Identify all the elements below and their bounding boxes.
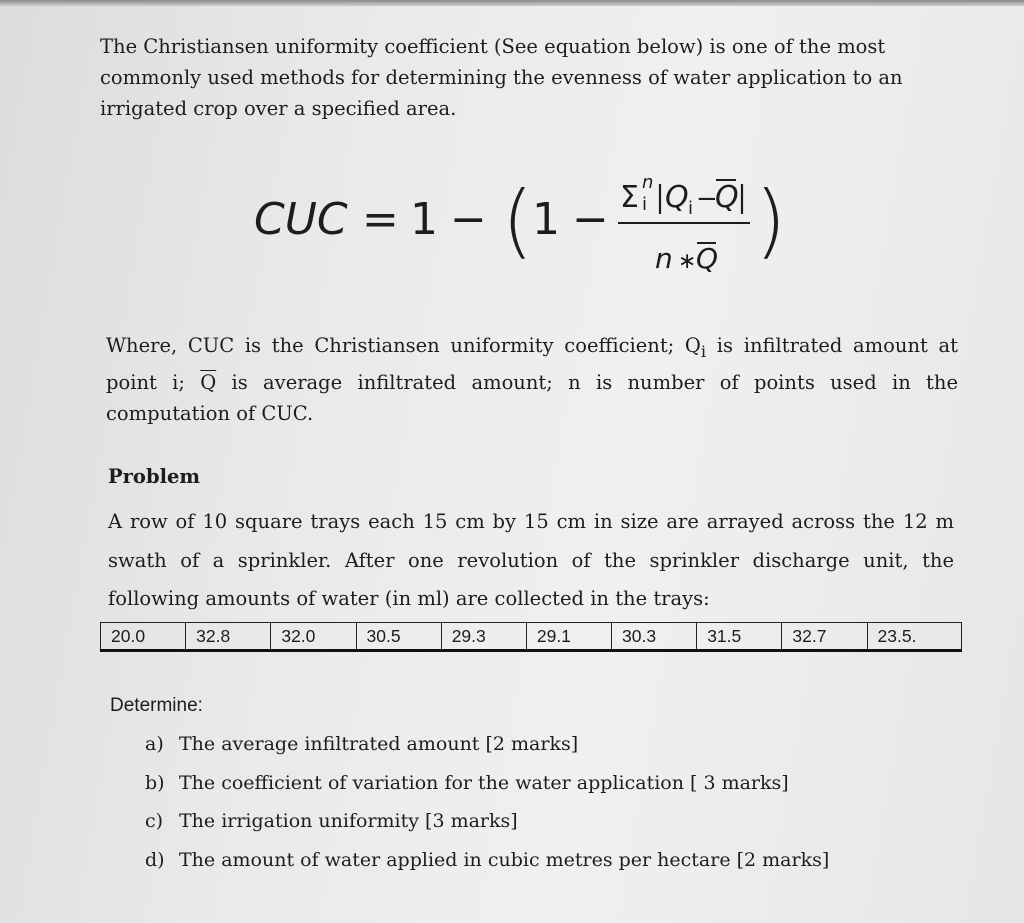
formula-equals: = xyxy=(362,194,399,245)
definitions-part-2: is infiltrated amount at point i; xyxy=(106,334,959,394)
tray-cell: 31.5 xyxy=(697,623,782,651)
problem-heading: Problem xyxy=(108,465,201,488)
item-text: The irrigation uniformity [3 marks] xyxy=(179,810,518,832)
formula-inner-minus: − xyxy=(572,194,609,245)
q-bar-symbol: Q xyxy=(715,180,739,215)
table-row xyxy=(101,623,962,651)
item-letter: b) xyxy=(145,771,165,794)
task-list xyxy=(145,729,829,883)
tray-cell: 32.7 xyxy=(782,623,867,651)
tray-cell: 20.0 xyxy=(101,623,186,651)
item-text: The average infiltrated amount [2 marks] xyxy=(179,733,579,755)
sum-lower-limit: i xyxy=(642,194,648,215)
tray-cell: 30.5 xyxy=(356,623,441,651)
formula-open-paren: ( xyxy=(502,174,534,267)
determine-label: Determine: xyxy=(110,695,203,716)
item-text: The coefficient of variation for the water application [ 3 marks] xyxy=(179,771,789,794)
formula-lhs: CUC xyxy=(254,194,348,245)
list-item xyxy=(145,768,829,807)
problem-statement: A row of 10 square trays each 15 cm by 15 cm in size are arrayed across the 12 m swath of a sprinkler. After one revolution of the sprinkler discharge unit, the following amounts of water (in ml) are collected in the trays: xyxy=(108,510,954,610)
den-times: ∗ xyxy=(678,249,697,274)
den-q-bar: Q xyxy=(696,242,719,275)
item-letter: d) xyxy=(145,848,165,871)
tray-cell: 30.3 xyxy=(612,623,697,651)
list-item xyxy=(145,806,829,845)
den-n: n xyxy=(655,242,673,275)
tray-amounts-table xyxy=(100,622,962,652)
tray-cell: 29.1 xyxy=(526,623,611,651)
q-minus-sign: − xyxy=(696,184,718,214)
definitions-subscript-i: i xyxy=(700,341,707,361)
tray-cell: 32.0 xyxy=(271,623,356,651)
intro-paragraph: The Christiansen uniformity coefficient (See equation below) is one of the most commonly used methods for determining the evenness of water application to an irrigated crop over a specified area. xyxy=(100,35,903,120)
definitions-part-3: is average infiltrated amount; n is number of points used in the computation of CUC. xyxy=(106,370,958,425)
item-letter: a) xyxy=(145,733,164,755)
formula-close-paren: ) xyxy=(755,174,787,267)
definitions-part-1: Where, CUC is the Christiansen uniformity coefficient; Q xyxy=(106,334,701,357)
tray-cell: 29.3 xyxy=(441,623,526,651)
item-text: The amount of water applied in cubic metres per hectare [2 marks] xyxy=(179,848,830,871)
sum-upper-limit: n xyxy=(642,172,654,193)
formula-one: 1 xyxy=(410,194,438,245)
tray-cell: 23.5. xyxy=(867,623,961,651)
q-i-subscript: i xyxy=(688,198,694,219)
tray-cell: 32.8 xyxy=(186,623,271,651)
screen-top-edge xyxy=(0,0,1024,6)
sigma-symbol: Σ xyxy=(620,180,639,215)
q-i-symbol: Q xyxy=(665,180,689,215)
formula-inner-one: 1 xyxy=(532,194,560,245)
item-letter: c) xyxy=(145,810,164,832)
list-item xyxy=(145,729,829,768)
list-item xyxy=(145,845,829,884)
definitions-q-bar: $\overline{Q}$ xyxy=(200,370,217,394)
formula-minus: − xyxy=(450,194,487,245)
cuc-formula xyxy=(250,150,810,300)
definitions-paragraph xyxy=(106,330,958,429)
